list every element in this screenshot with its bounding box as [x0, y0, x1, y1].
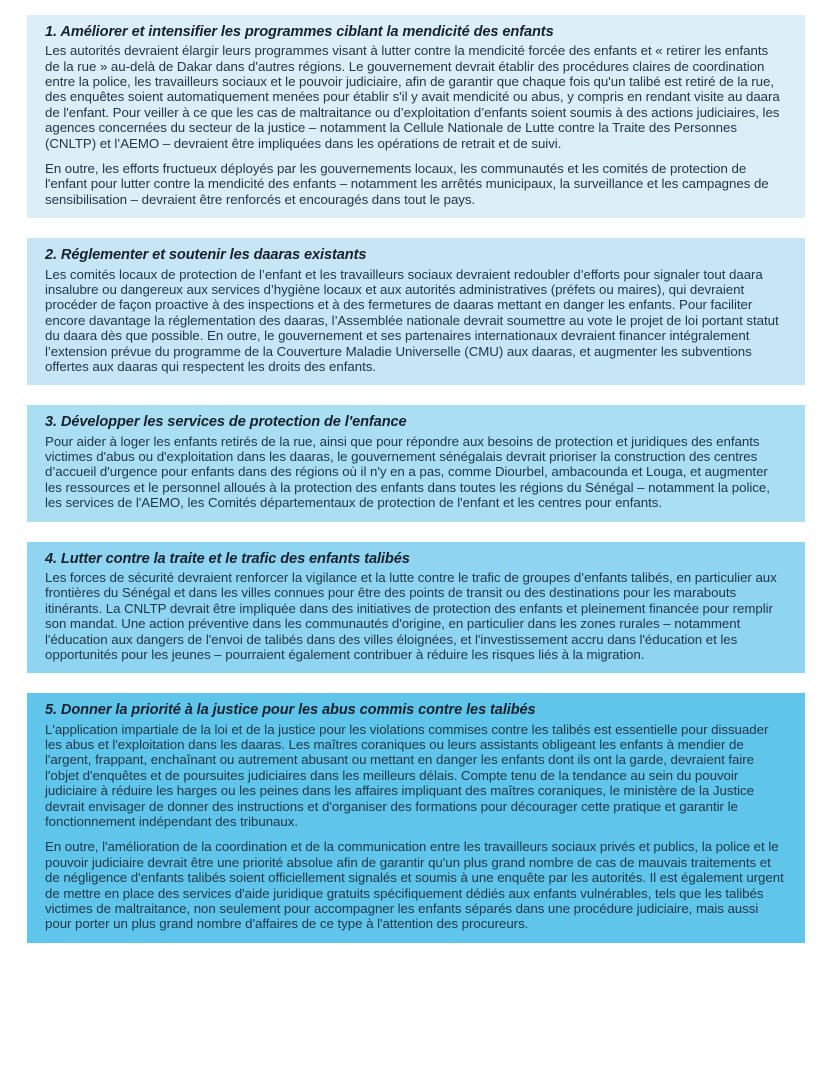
section-heading: 1. Améliorer et intensifier les programmes ciblant la mendicité des enfants [45, 24, 554, 40]
recommendation-section-5 [27, 693, 805, 943]
section-paragraph: Pour aider à loger les enfants retirés de la rue, ainsi que pour répondre aux besoins de protection et juridiques des enfants victimes d'abus ou d'exploitation dans les daaras, le gouvernement sénégalais devrait prioriser la construction des centres d’accueil d'urgence pour enfants dans des régions où il n'y en a pas, comme Diourbel, ambacounda et Louga, et augmenter les ressources et le personnel alloués à la protection des enfants dans toutes les régions du Sénégal – notamment la police, les services de l'AEMO, les Comités départementaux de protection de l'enfant et les centres pour enfants. [45, 433, 770, 511]
section-paragraph: Les autorités devraient élargir leurs programmes visant à lutter contre la mendicité forcée des enfants et « retirer les enfants de la rue » au-delà de Dakar dans d'autres régions. Le gouvernement devrait établir des procédures claires de coordination entre la police, les travailleurs sociaux et le pouvoir judiciaire, afin de garantir que chaque fois qu'un talibé est retiré de la rue, des enquêtes soient automatiquement menées pour établir s'il y avait mendicité ou abus, y compris en rendant visite au daara de l'enfant. Pour veiller à ce que les cas de maltraitance ou d’exploitation d’enfants soient soumis à des actions judiciaires, les agences concernées du secteur de la justice – notamment la Cellule Nationale de Lutte contre la Traite des Personnes (CNLTP) et l’AEMO – devraient être impliquées dans les opérations de retrait et de suivi. [45, 43, 780, 151]
recommendation-section-2 [27, 238, 805, 385]
section-heading: 5. Donner la priorité à la justice pour les abus commis contre les talibés [45, 702, 536, 719]
section-paragraph: Les comités locaux de protection de l’enfant et les travailleurs sociaux devraient redoubler d’efforts pour signaler tout daara insalubre ou dangereux aux services d’hygiène locaux et aux autorités administratives (préfets ou maires), qui devraient procéder de façon proactive à des inspections et à des fermetures de daaras mettant en danger les enfants. Pour faciliter encore davantage la réglementation des daaras, l’Assemblée nationale devrait soumettre au vote le projet de loi portant statut du daara dès que possible. En outre, le gouvernement et ses partenaires internationaux devraient financer intégralement l’extension prévue du programme de la Couverture Maladie Universelle (CMU) aux daaras, et augmenter les subventions offertes aux daaras qui respectent les droits des enfants. [45, 266, 779, 374]
section-paragraph: En outre, les efforts fructueux déployés par les gouvernements locaux, les communautés et les comités de protection de l'enfant pour lutter contre la mendicité des enfants – notamment les arrêtés municipaux, la surveillance et les campagnes de sensibilisation – devraient être renforcés et encouragés dans tout le pays. [45, 161, 769, 207]
recommendation-section-1 [27, 15, 805, 218]
recommendation-section-3 [27, 405, 805, 521]
recommendation-section-4 [27, 542, 805, 674]
section-heading: 4. Lutter contre la traite et le trafic des enfants talibés [45, 550, 410, 567]
section-heading: 2. Réglementer et soutenir les daaras existants [45, 247, 367, 264]
section-paragraph: Les forces de sécurité devraient renforcer la vigilance et la lutte contre le trafic de groupes d’enfants talibés, en particulier aux frontières du Sénégal et dans les villes connues pour être des points de transit ou des destinations pour les marabouts itinérants. La CNLTP devrait être impliquée dans des initiatives de protection des enfants et pleinement financée pour remplir son mandat. Une action préventive dans les communautés d'origine, en particulier dans les zones rurales – notamment l'éducation aux dangers de l'envoi de talibés dans des villes éloignées, et l'investissement accru dans l'éducation et les opportunités pour les jeunes – pourraient également contribuer à réduire les risques liés à la migration. [45, 569, 777, 662]
section-paragraph: En outre, l'amélioration de la coordination et de la communication entre les travailleurs sociaux privés et publics, la police et le pouvoir judiciaire devrait être une priorité absolue afin de garantir qu'un plus grand nombre de cas de mauvais traitements et de négligence d'enfants talibés soient officiellement signalés et soumis à une enquête par les autorités. Il est également urgent de mettre en place des services d'aide juridique gratuits spécifiquement dédiés aux enfants vulnérables, tels que les talibés victimes de maltraitance, non seulement pour accompagner les enfants séparés dans une procédure judiciaire, mais aussi pour porter un plus grand nombre d'affaires de ce type à l'attention des procureurs. [45, 839, 784, 932]
section-heading: 3. Développer les services de protection de l'enfance [45, 414, 407, 431]
section-paragraph: L'application impartiale de la loi et de la justice pour les violations commises contre les talibés est essentielle pour dissuader les abus et l'exploitation dans les daaras. Les maîtres coraniques ou leurs assistants obligeant les enfants à mendier de l'argent, frappant, enchaînant ou autrement abusant ou mettant en danger les enfants dont ils ont la garde, devraient faire l'objet d'enquêtes et de poursuites judiciaires dans les meilleurs délais. Compte tenu de la tendance au sein du pouvoir judiciaire à réduire les harges ou les peines dans les affaires impliquant des maîtres coraniques, le ministère de la Justice devrait envisager de donner des instructions et d'organiser des formations pour décourager cette pratique et garantir le fonctionnement indépendant des tribunaux. [45, 721, 769, 829]
